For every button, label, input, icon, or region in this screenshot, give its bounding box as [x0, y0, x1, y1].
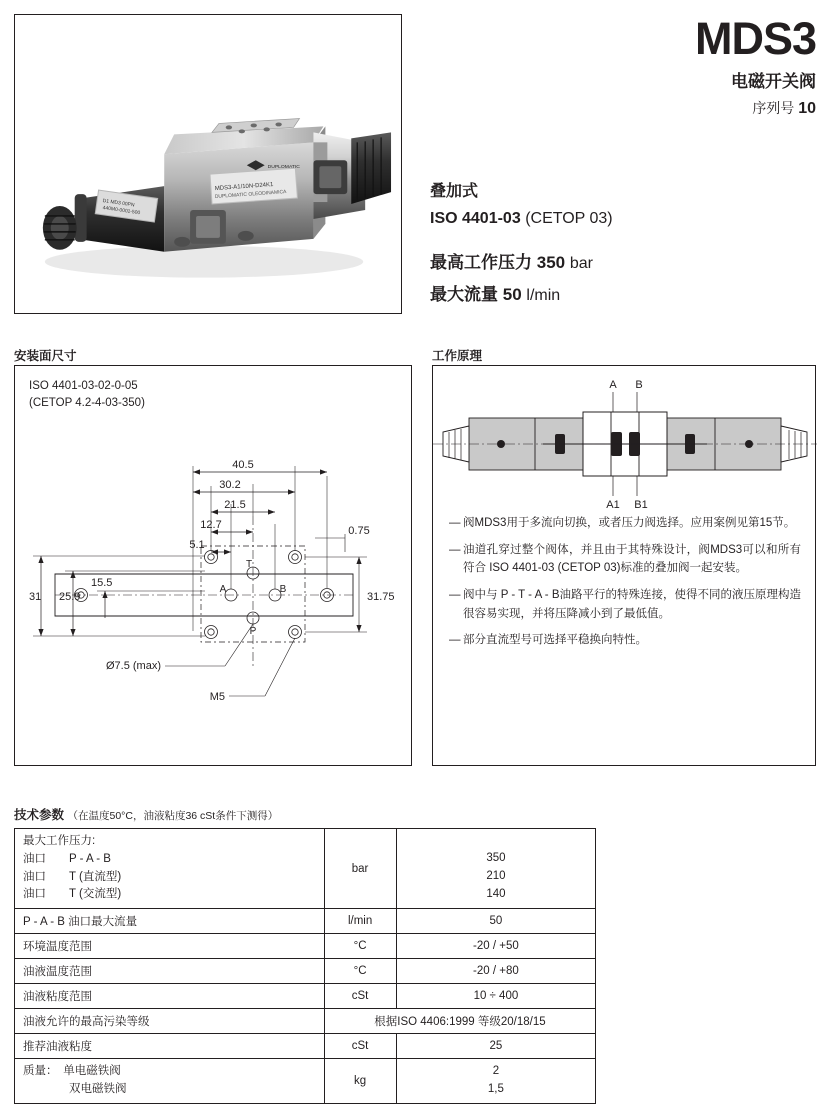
cell-name: 油液粘度范围 — [15, 984, 325, 1009]
title-block — [396, 13, 816, 118]
cell-value: 50 — [396, 909, 596, 934]
cell-value: 10 ÷ 400 — [396, 984, 596, 1009]
dash-marker: — — [449, 588, 461, 601]
principle-bullets — [449, 514, 801, 658]
standard-line — [430, 210, 820, 228]
port-P: P — [249, 626, 257, 637]
row-name-0-1: 油口 P - A - B — [23, 852, 111, 865]
svg-text:DUPLOMATIC OLEODINAMICA: DUPLOMATIC OLEODINAMICA — [214, 190, 287, 201]
principle-box — [432, 365, 816, 766]
mounting-drawing-box — [14, 365, 412, 766]
cell-spacer — [596, 1059, 816, 1104]
product-photo — [14, 14, 402, 314]
schem-label-A1: A1 — [606, 499, 620, 511]
cell-value: -20 / +50 — [396, 934, 596, 959]
row-value-0-1: 210 — [486, 869, 506, 882]
dim-hole: Ø7.5 (max) — [105, 660, 161, 672]
bullet-text: 油道孔穿过整个阀体，并且由于其特殊设计，阀MDS3可以和所有符合 ISO 4401-03 (CETOP 03)标准的叠加阀一起安装。 — [463, 543, 801, 575]
cell-name — [15, 1059, 325, 1104]
cell-name: 推荐油液粘度 — [15, 1034, 325, 1059]
cell-spacer — [596, 984, 816, 1009]
model-title: MDS3 — [694, 13, 816, 64]
cell-unit: °C — [324, 959, 396, 984]
max-pressure-unit: bar — [569, 255, 593, 272]
cell-value — [396, 829, 596, 909]
standard-prefix: ISO 4401-03 — [430, 210, 521, 227]
header-specs — [430, 178, 820, 312]
list-item — [449, 586, 801, 623]
cell-value — [396, 1059, 596, 1104]
cell-unit: cSt — [324, 984, 396, 1009]
specs-title-block — [14, 805, 278, 823]
cell-spacer — [596, 1009, 816, 1034]
list-item — [449, 541, 801, 578]
cell-unit: °C — [324, 934, 396, 959]
model-subtitle: 电磁开关阀 — [731, 72, 816, 91]
dash-marker: — — [449, 543, 461, 556]
max-pressure-label: 最高工作压力 — [430, 253, 532, 272]
cell-unit: l/min — [324, 909, 396, 934]
section-label-principle: 工作原理 — [432, 349, 483, 363]
cell-unit: bar — [324, 829, 396, 909]
cell-name: 油液允许的最高污染等级 — [15, 1009, 325, 1034]
max-pressure-line — [430, 248, 820, 273]
specs-table — [14, 828, 816, 1104]
table-row — [15, 959, 816, 984]
cell-value: -20 / +80 — [396, 959, 596, 984]
table-row — [15, 1009, 816, 1034]
list-item — [449, 514, 801, 533]
row-value-0-0: 350 — [486, 851, 506, 864]
max-pressure-value: 350 — [536, 253, 566, 272]
svg-text:440M0-0001-500: 440M0-0001-500 — [102, 206, 141, 217]
row-name-7-1: 双电磁铁阀 — [23, 1083, 127, 1096]
serial-value: 10 — [798, 100, 816, 117]
svg-text:DUPLOMATIC: DUPLOMATIC — [267, 165, 300, 171]
row-name-0-0: 最大工作压力: — [23, 835, 96, 847]
dash-marker: — — [449, 634, 461, 647]
cell-name: P - A - B 油口最大流量 — [15, 909, 325, 934]
table-row — [15, 934, 816, 959]
row-name-0-2: 油口 T (直流型) — [23, 870, 122, 883]
max-flow-value: 50 — [502, 285, 522, 304]
dim-31: 31 — [29, 591, 42, 603]
cell-spacer — [596, 1034, 816, 1059]
dim-30-2: 30.2 — [219, 479, 241, 491]
row-value-7-1: 1,5 — [487, 1083, 504, 1096]
cell-spacer — [596, 934, 816, 959]
cell-name: 油液温度范围 — [15, 959, 325, 984]
cell-spacer — [596, 959, 816, 984]
table-row — [15, 1059, 816, 1104]
dim-40-5: 40.5 — [232, 459, 254, 471]
product-type: 叠加式 — [430, 183, 479, 200]
table-row — [15, 984, 816, 1009]
schem-label-B: B — [635, 379, 643, 391]
bullet-text: 阀中与 P - T - A - B油路平行的特殊连接，使得不同的液压原理构造很容易实现，并将压降减小到了最低值。 — [463, 588, 801, 620]
row-value-0-2: 140 — [486, 887, 506, 900]
hydraulic-schematic — [433, 374, 817, 524]
dash-marker: — — [449, 517, 461, 529]
dim-31-75: 31.75 — [367, 591, 395, 603]
list-item — [449, 631, 801, 650]
valve-photo-illustration — [15, 15, 401, 313]
header — [0, 0, 830, 318]
cell-value: 25 — [396, 1034, 596, 1059]
specs-title-note: （在温度50°C，油液粘度36 cSt条件下测得） — [67, 810, 279, 822]
serial-label: 序列号 — [752, 100, 795, 116]
max-flow-unit: l/min — [526, 287, 561, 304]
dim-5-1: 5.1 — [189, 539, 205, 551]
cell-unit: kg — [324, 1059, 396, 1104]
port-T: T — [245, 559, 253, 570]
iso-line-2: (CETOP 4.2-4-03-350) — [29, 397, 145, 410]
svg-text:D1 MD3 00PN: D1 MD3 00PN — [102, 199, 135, 209]
serial-line — [396, 98, 816, 118]
standard-suffix: (CETOP 03) — [525, 210, 613, 227]
table-row — [15, 909, 816, 934]
dim-thread: M5 — [209, 691, 225, 703]
dim-21-5: 21.5 — [224, 499, 246, 511]
cell-name: 环境温度范围 — [15, 934, 325, 959]
section-label-mounting: 安装面尺寸 — [14, 349, 77, 363]
schem-label-B1: B1 — [634, 499, 648, 511]
mounting-face-drawing — [15, 366, 411, 765]
table-row — [15, 1034, 816, 1059]
dim-15-5: 15.5 — [91, 577, 113, 589]
svg-text:MDS3-A1/10N-D24K1: MDS3-A1/10N-D24K1 — [214, 182, 274, 193]
row-name-0-3: 油口 T (交流型) — [23, 888, 122, 901]
schem-label-A: A — [609, 379, 617, 391]
cell-name — [15, 829, 325, 909]
table-row — [15, 829, 816, 909]
port-B: B — [279, 584, 287, 595]
dim-25-9: 25.9 — [59, 591, 81, 603]
dim-12-7: 12.7 — [200, 519, 222, 531]
dim-0-75: 0.75 — [348, 525, 370, 537]
port-A: A — [219, 584, 227, 595]
row-value-7-0: 2 — [492, 1065, 500, 1078]
specs-title: 技术参数 — [14, 808, 65, 822]
max-flow-line — [430, 280, 820, 305]
max-flow-label: 最大流量 — [430, 285, 498, 304]
bullet-text: 部分直流型号可选择平稳换向特性。 — [463, 634, 647, 647]
cell-value: 根据ISO 4406:1999 等级20/18/15 — [324, 1009, 596, 1034]
bullet-text: 阀MDS3用于多流向切换，或者压力阀选择。应用案例见第15节。 — [463, 517, 796, 529]
cell-spacer — [596, 909, 816, 934]
cell-spacer — [596, 829, 816, 909]
iso-line-1: ISO 4401-03-02-0-05 — [29, 380, 138, 392]
cell-unit: cSt — [324, 1034, 396, 1059]
row-name-7-0: 质量： 单电磁铁阀 — [23, 1065, 121, 1078]
